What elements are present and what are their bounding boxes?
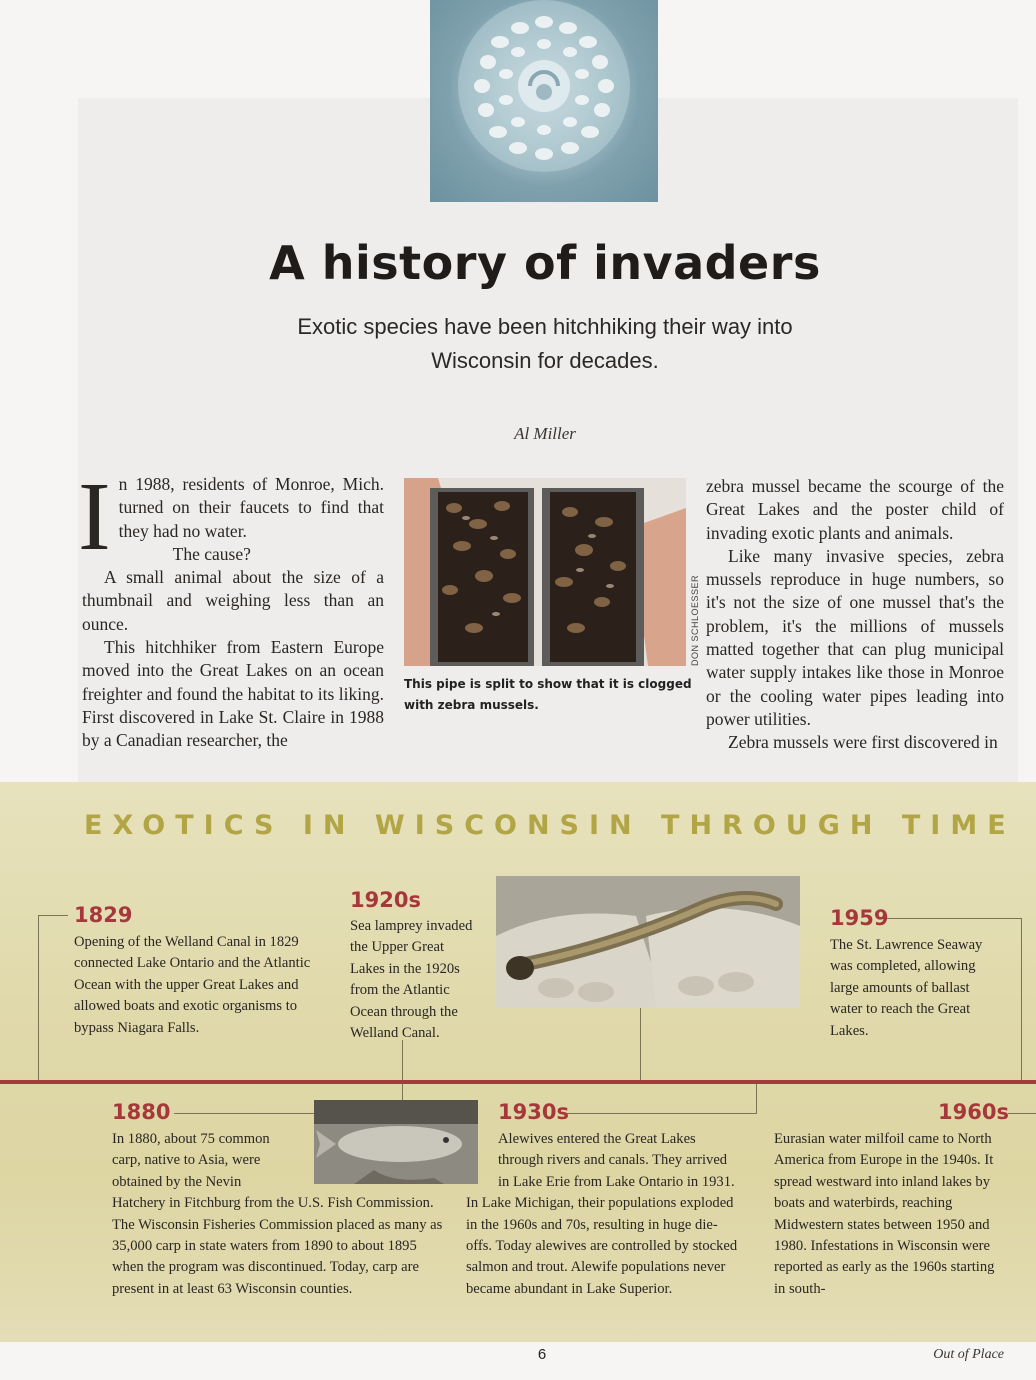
paragraph: Like many invasive species, zebra mussels reproduce in huge numbers, so it's not the size of one mussel that's the problem, it's the millions of mussels matted together that can plug municipal water supply intakes like those in Monroe or the cooling water pipes leading into power utilities. (706, 545, 1004, 729)
timeline-text-1930s-body: Alewives entered the Great Lakes through rivers and canals. They arrived in Lake Erie from Lake Ontario in 1931. In Lake Michigan, their populations exploded in the 1960s and 70s, resulting in huge die-offs. Today alewives are controlled by stocked salmon and trout. Alewife populations never became abundant in Lake Superior. (466, 1131, 738, 1297)
byline: Al Miller (514, 424, 576, 443)
timeline-year-1960s: 1960s (938, 1100, 1009, 1124)
paragraph: The cause? (172, 543, 251, 564)
timeline-year-1930s: 1930s (498, 1100, 569, 1124)
article-column-right (706, 475, 1004, 755)
connector-line (756, 1084, 757, 1114)
zebra-mussel-pipe-photo (404, 478, 686, 666)
article-column-left (78, 463, 384, 753)
paragraph: zebra mussel became the scourge of the Great Lakes and the poster child of invading exotic plants and animals. (706, 476, 1004, 543)
connector-line (566, 1113, 756, 1114)
photo-wrap-spacer (276, 1129, 450, 1193)
timeline-year-1829: 1829 (74, 903, 133, 927)
timeline-heading: EXOTICS IN WISCONSIN THROUGH TIME (84, 810, 1016, 841)
connector-line (38, 915, 39, 1081)
lamprey-mouth-illustration (430, 0, 658, 202)
connector-line (38, 915, 68, 916)
timeline-text-1930s (466, 1129, 742, 1300)
timeline-text-1880 (112, 1129, 450, 1300)
paragraph: This hitchhiker from Eastern Europe moved into the Great Lakes on an ocean freighter and found the habitat to its liking. First discovered in Lake St. Claire in 1988 by a Canadian researcher, the (82, 637, 384, 751)
article-title: A history of invaders (269, 236, 821, 290)
timeline-text-1880-body: In 1880, about 75 common carp, native to Asia, were obtained by the Nevin Hatchery in Fitchburg from the U.S. Fish Commission. The Wisconsin Fisheries Commission placed as many as 35,000 carp in state waters from 1890 to about 1895 when the program was discontinued. Today, carp are present in at least 63 Wisconsin counties. (112, 1131, 443, 1297)
timeline-year-1959: 1959 (830, 906, 889, 930)
text-indent-spacer (466, 1129, 498, 1189)
timeline-text-1920s: Sea lamprey invaded the Upper Great Lakes in the 1920s from the Atlantic Ocean through the Welland Canal. (350, 918, 473, 1042)
page-number: 6 (537, 1346, 547, 1363)
sea-lamprey-photo (496, 876, 800, 1008)
publication-name: Out of Place (933, 1347, 1004, 1362)
timeline-axis (0, 1080, 1036, 1084)
timeline-text-1960s: Eurasian water milfoil came to North America from Europe in the 1940s. It spread westward into inland lakes by boats and waterbirds, reaching Midwestern states between 1950 and 1980. Infestations in Wisconsin were reported as early as the 1960s starting in south- (774, 1131, 995, 1297)
connector-line (1008, 1113, 1036, 1114)
timeline-text-1829: Opening of the Welland Canal in 1829 connected Lake Ontario and the Atlantic Ocean with the upper Great Lakes and allowed boats and exotic organisms to bypass Niagara Falls. (74, 934, 311, 1036)
lamprey-illustration (496, 876, 800, 1008)
timeline-year-1880: 1880 (112, 1100, 171, 1124)
paragraph: n 1988, residents of Monroe, Mich. turned on their faucets to find that they had no water. (118, 474, 384, 541)
connector-line (402, 1040, 403, 1100)
pipe-illustration (404, 478, 686, 666)
timeline-year-1920s: 1920s (350, 888, 421, 912)
photo-caption: This pipe is split to show that it is clogged with zebra mussels. (404, 677, 692, 712)
drop-cap: I (78, 463, 111, 571)
paragraph: Zebra mussels were first discovered in (728, 732, 998, 753)
timeline-text-1959: The St. Lawrence Seaway was completed, allowing large amounts of ballast water to reach the Great Lakes. (830, 937, 983, 1039)
article-subtitle: Exotic species have been hitchhiking their way into Wisconsin for decades. (297, 314, 793, 373)
connector-line (640, 1008, 641, 1080)
connector-line (1021, 918, 1022, 1080)
paragraph: A small animal about the size of a thumbnail and weighing less than an ounce. (82, 567, 384, 634)
photo-credit-text: DON SCHLOESSER (690, 574, 700, 666)
photo-credit (688, 574, 704, 666)
connector-line (886, 918, 1022, 919)
lamprey-mouth-photo (430, 0, 658, 202)
connector-line (174, 1113, 314, 1114)
